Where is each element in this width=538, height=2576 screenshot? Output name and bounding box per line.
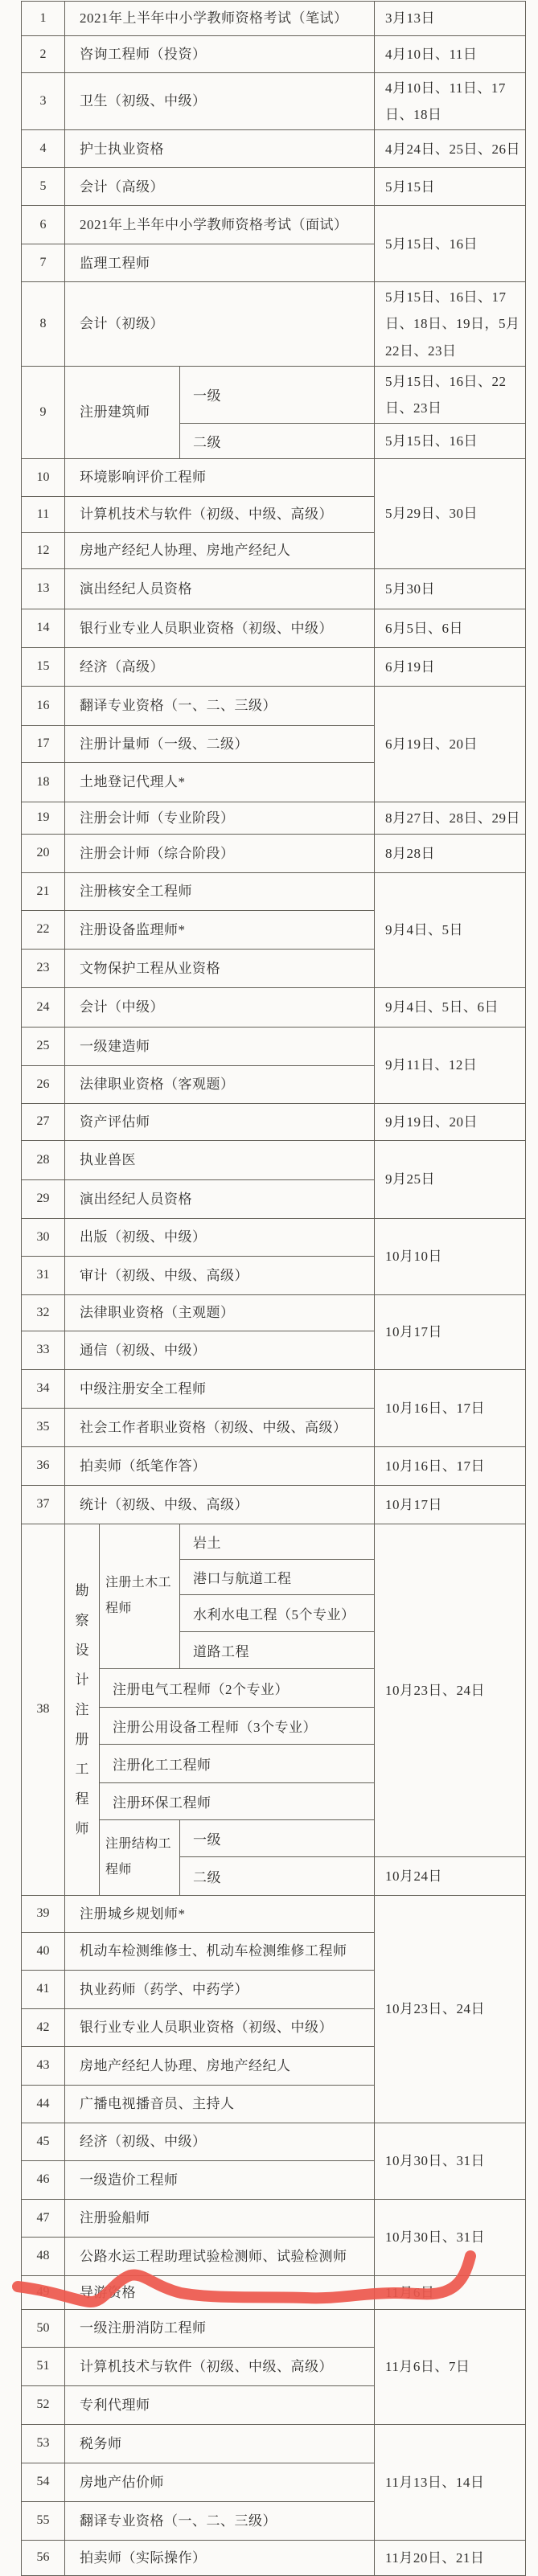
exam-date: 3月13日: [375, 2, 526, 36]
row-number: 55: [22, 2501, 65, 2540]
exam-date: 6月19日、20日: [375, 686, 526, 802]
exam-group-label: [65, 1524, 100, 1895]
exam-name: 注册核安全工程师: [65, 872, 375, 910]
exam-date: 10月17日: [375, 1294, 526, 1369]
table-row: [22, 73, 526, 130]
exam-name: 注册电气工程师（2个专业）: [100, 1668, 375, 1707]
row-number: 33: [22, 1331, 65, 1369]
row-number: 1: [22, 2, 65, 36]
table-row: [22, 834, 526, 872]
row-number: 36: [22, 1446, 65, 1485]
exam-name: 广播电视播音员、主持人: [65, 2085, 375, 2123]
row-number: 4: [22, 130, 65, 168]
exam-name: 环境影响评价工程师: [65, 458, 375, 496]
exam-name: 执业药师（药学、中药学）: [65, 1970, 375, 2008]
exam-date: 4月10日、11日、17日、18日: [375, 73, 526, 130]
exam-date: 10月30日、31日: [375, 2199, 526, 2275]
exam-name: 公路水运工程助理试验检测师、试验检测师: [65, 2237, 375, 2275]
exam-date: 6月19日: [375, 647, 526, 686]
table-row: [22, 2424, 526, 2463]
row-number: 49: [22, 2275, 65, 2309]
table-row: [22, 1369, 526, 1408]
exam-name: 演出经纪人员资格: [65, 1179, 375, 1218]
exam-group-label-text: 勘察设计注册工程师: [75, 1582, 89, 1837]
row-number: 42: [22, 2008, 65, 2046]
exam-name: 注册环保工程师: [100, 1782, 375, 1819]
exam-date: 10月23日、24日: [375, 1524, 526, 1856]
table-row: [22, 647, 526, 686]
exam-name: 会计（中级）: [65, 987, 375, 1027]
table-row: [22, 568, 526, 609]
exam-date: 11月20日、21日: [375, 2540, 526, 2575]
row-number: 28: [22, 1140, 65, 1179]
exam-name: 注册会计师（专业阶段）: [65, 802, 375, 834]
exam-name: 房地产经纪人协理、房地产经纪人: [65, 532, 375, 568]
row-number: 47: [22, 2199, 65, 2237]
exam-date: 4月10日、11日: [375, 36, 526, 73]
row-number: 26: [22, 1065, 65, 1103]
exam-name: 注册建筑师: [65, 366, 180, 458]
exam-date: 10月16日、17日: [375, 1446, 526, 1485]
exam-subgroup-name: 注册结构工程师: [100, 1819, 180, 1895]
exam-name: 资产评估师: [65, 1103, 375, 1140]
table-row: [22, 2275, 526, 2309]
row-number: 7: [22, 244, 65, 282]
row-number: 37: [22, 1485, 65, 1524]
table-row: [22, 1294, 526, 1331]
exam-subgroup-name: 注册土木工程师: [100, 1524, 180, 1668]
exam-date: 10月17日: [375, 1485, 526, 1524]
row-number: 6: [22, 206, 65, 244]
row-number: 40: [22, 1932, 65, 1970]
exam-name: 出版（初级、中级）: [65, 1218, 375, 1256]
table-row: [22, 1140, 526, 1179]
exam-date: 10月10日: [375, 1218, 526, 1294]
exam-date: 5月15日、16日、22日、23日: [375, 366, 526, 423]
table-row: [22, 366, 526, 423]
specialty-name: 岩土: [180, 1524, 375, 1559]
exam-name: 注册计量师（一级、二级）: [65, 725, 375, 762]
exam-date: 5月15日: [375, 168, 526, 206]
exam-date: 11月6日、7日: [375, 2309, 526, 2424]
row-number: 50: [22, 2309, 65, 2347]
row-number: 41: [22, 1970, 65, 2008]
row-number: 24: [22, 987, 65, 1027]
exam-name: 注册会计师（综合阶段）: [65, 834, 375, 872]
exam-date: 10月23日、24日: [375, 1895, 526, 2123]
table-row: [22, 1103, 526, 1140]
exam-name: 文物保护工程从业资格: [65, 949, 375, 987]
table-row: [22, 1485, 526, 1524]
exam-name: 监理工程师: [65, 244, 375, 282]
exam-date: 5月30日: [375, 568, 526, 609]
table-row: [22, 2309, 526, 2347]
exam-name: 银行业专业人员职业资格（初级、中级）: [65, 609, 375, 647]
row-number: 32: [22, 1294, 65, 1331]
row-number: 56: [22, 2540, 65, 2575]
exam-name: 经济（初级、中级）: [65, 2123, 375, 2160]
exam-name: 卫生（初级、中级）: [65, 73, 375, 130]
table-row: [22, 458, 526, 496]
exam-name: 注册验船师: [65, 2199, 375, 2237]
exam-name: 演出经纪人员资格: [65, 568, 375, 609]
table-row: [22, 872, 526, 910]
row-number: 38: [22, 1524, 65, 1895]
row-number: 10: [22, 458, 65, 496]
exam-name: 计算机技术与软件（初级、中级、高级）: [65, 2347, 375, 2385]
exam-date: 9月4日、5日、6日: [375, 987, 526, 1027]
row-number: 29: [22, 1179, 65, 1218]
row-number: 31: [22, 1256, 65, 1294]
exam-name: 土地登记代理人*: [65, 762, 375, 802]
exam-name: 法律职业资格（主观题）: [65, 1294, 375, 1331]
row-number: 44: [22, 2085, 65, 2123]
table-row: [22, 2, 526, 36]
row-number: 21: [22, 872, 65, 910]
exam-schedule-table: [21, 1, 526, 2576]
table-row: [22, 282, 526, 366]
exam-name: 导游资格: [65, 2275, 375, 2309]
row-number: 43: [22, 2046, 65, 2085]
exam-name: 执业兽医: [65, 1140, 375, 1179]
row-number: 8: [22, 282, 65, 366]
table-row: [22, 2199, 526, 2237]
row-number: 22: [22, 910, 65, 949]
table-row: [22, 36, 526, 73]
exam-date: 9月11日、12日: [375, 1027, 526, 1103]
exam-name: 通信（初级、中级）: [65, 1331, 375, 1369]
exam-date: 9月19日、20日: [375, 1103, 526, 1140]
row-number: 25: [22, 1027, 65, 1065]
exam-level: 二级: [180, 423, 375, 458]
exam-name: 会计（初级）: [65, 282, 375, 366]
exam-date: 6月5日、6日: [375, 609, 526, 647]
table-row: [22, 686, 526, 725]
exam-date: 9月4日、5日: [375, 872, 526, 987]
row-number: 51: [22, 2347, 65, 2385]
row-number: 30: [22, 1218, 65, 1256]
exam-date: 10月30日、31日: [375, 2123, 526, 2199]
exam-name: 一级注册消防工程师: [65, 2309, 375, 2347]
exam-date: 8月27日、28日、29日: [375, 802, 526, 834]
exam-name: 专利代理师: [65, 2385, 375, 2424]
exam-name: 翻译专业资格（一、二、三级）: [65, 2501, 375, 2540]
exam-name: 机动车检测维修士、机动车检测维修工程师: [65, 1932, 375, 1970]
exam-date: 4月24日、25日、26日: [375, 130, 526, 168]
row-number: 39: [22, 1895, 65, 1932]
exam-date: 10月16日、17日: [375, 1369, 526, 1446]
exam-name: 中级注册安全工程师: [65, 1369, 375, 1408]
exam-name: 一级建造师: [65, 1027, 375, 1065]
row-number: 53: [22, 2424, 65, 2463]
table-row: [22, 2540, 526, 2575]
exam-name: 社会工作者职业资格（初级、中级、高级）: [65, 1408, 375, 1446]
exam-name: 翻译专业资格（一、二、三级）: [65, 686, 375, 725]
table-row: [22, 2123, 526, 2160]
exam-name: 房地产经纪人协理、房地产经纪人: [65, 2046, 375, 2085]
row-number: 20: [22, 834, 65, 872]
exam-level: 二级: [180, 1856, 375, 1895]
table-row: [22, 1218, 526, 1256]
row-number: 16: [22, 686, 65, 725]
table-row: [22, 206, 526, 244]
row-number: 27: [22, 1103, 65, 1140]
table-row: [22, 1027, 526, 1065]
row-number: 3: [22, 73, 65, 130]
row-number: 2: [22, 36, 65, 73]
specialty-name: 道路工程: [180, 1631, 375, 1668]
exam-name: 护士执业资格: [65, 130, 375, 168]
exam-date: 5月15日、16日: [375, 423, 526, 458]
exam-name: 法律职业资格（客观题）: [65, 1065, 375, 1103]
row-number: 13: [22, 568, 65, 609]
exam-name: 会计（高级）: [65, 168, 375, 206]
exam-date: 5月15日、16日: [375, 206, 526, 282]
row-number: 9: [22, 366, 65, 458]
exam-level: 一级: [180, 366, 375, 423]
table-row: [22, 130, 526, 168]
exam-name: 审计（初级、中级、高级）: [65, 1256, 375, 1294]
specialty-name: 港口与航道工程: [180, 1559, 375, 1594]
table-row: [22, 609, 526, 647]
row-number: 23: [22, 949, 65, 987]
row-number: 5: [22, 168, 65, 206]
row-number: 34: [22, 1369, 65, 1408]
exam-name: 2021年上半年中小学教师资格考试（笔试）: [65, 2, 375, 36]
exam-name: 注册设备监理师*: [65, 910, 375, 949]
exam-date: 8月28日: [375, 834, 526, 872]
exam-name: 注册城乡规划师*: [65, 1895, 375, 1932]
exam-date: 10月24日: [375, 1856, 526, 1895]
exam-date: 5月29日、30日: [375, 458, 526, 568]
table-row: [22, 168, 526, 206]
exam-date: 9月25日: [375, 1140, 526, 1218]
row-number: 15: [22, 647, 65, 686]
exam-name: 咨询工程师（投资）: [65, 36, 375, 73]
exam-date: 11月6日: [375, 2275, 526, 2309]
row-number: 54: [22, 2463, 65, 2501]
exam-name: 2021年上半年中小学教师资格考试（面试）: [65, 206, 375, 244]
table-row: [22, 987, 526, 1027]
exam-name: 计算机技术与软件（初级、中级、高级）: [65, 496, 375, 532]
exam-level: 一级: [180, 1819, 375, 1856]
exam-name: 银行业专业人员职业资格（初级、中级）: [65, 2008, 375, 2046]
row-number: 45: [22, 2123, 65, 2160]
row-number: 18: [22, 762, 65, 802]
exam-name: 经济（高级）: [65, 647, 375, 686]
exam-date: 5月15日、16日、17日、18日、19日，5月22日、23日: [375, 282, 526, 366]
table-row: [22, 802, 526, 834]
row-number: 48: [22, 2237, 65, 2275]
exam-name: 统计（初级、中级、高级）: [65, 1485, 375, 1524]
row-number: 11: [22, 496, 65, 532]
exam-name: 税务师: [65, 2424, 375, 2463]
exam-name: 拍卖师（纸笔作答）: [65, 1446, 375, 1485]
exam-name: 一级造价工程师: [65, 2160, 375, 2199]
exam-name: 拍卖师（实际操作）: [65, 2540, 375, 2575]
row-number: 17: [22, 725, 65, 762]
row-number: 19: [22, 802, 65, 834]
table-row: [22, 1524, 526, 1559]
specialty-name: 水利水电工程（5个专业）: [180, 1594, 375, 1631]
row-number: 46: [22, 2160, 65, 2199]
row-number: 35: [22, 1408, 65, 1446]
table-row: [22, 1446, 526, 1485]
row-number: 52: [22, 2385, 65, 2424]
row-number: 14: [22, 609, 65, 647]
exam-date: 11月13日、14日: [375, 2424, 526, 2540]
exam-name: 注册化工工程师: [100, 1744, 375, 1782]
exam-name: 注册公用设备工程师（3个专业）: [100, 1707, 375, 1744]
table-row: [22, 1895, 526, 1932]
exam-name: 房地产估价师: [65, 2463, 375, 2501]
row-number: 12: [22, 532, 65, 568]
